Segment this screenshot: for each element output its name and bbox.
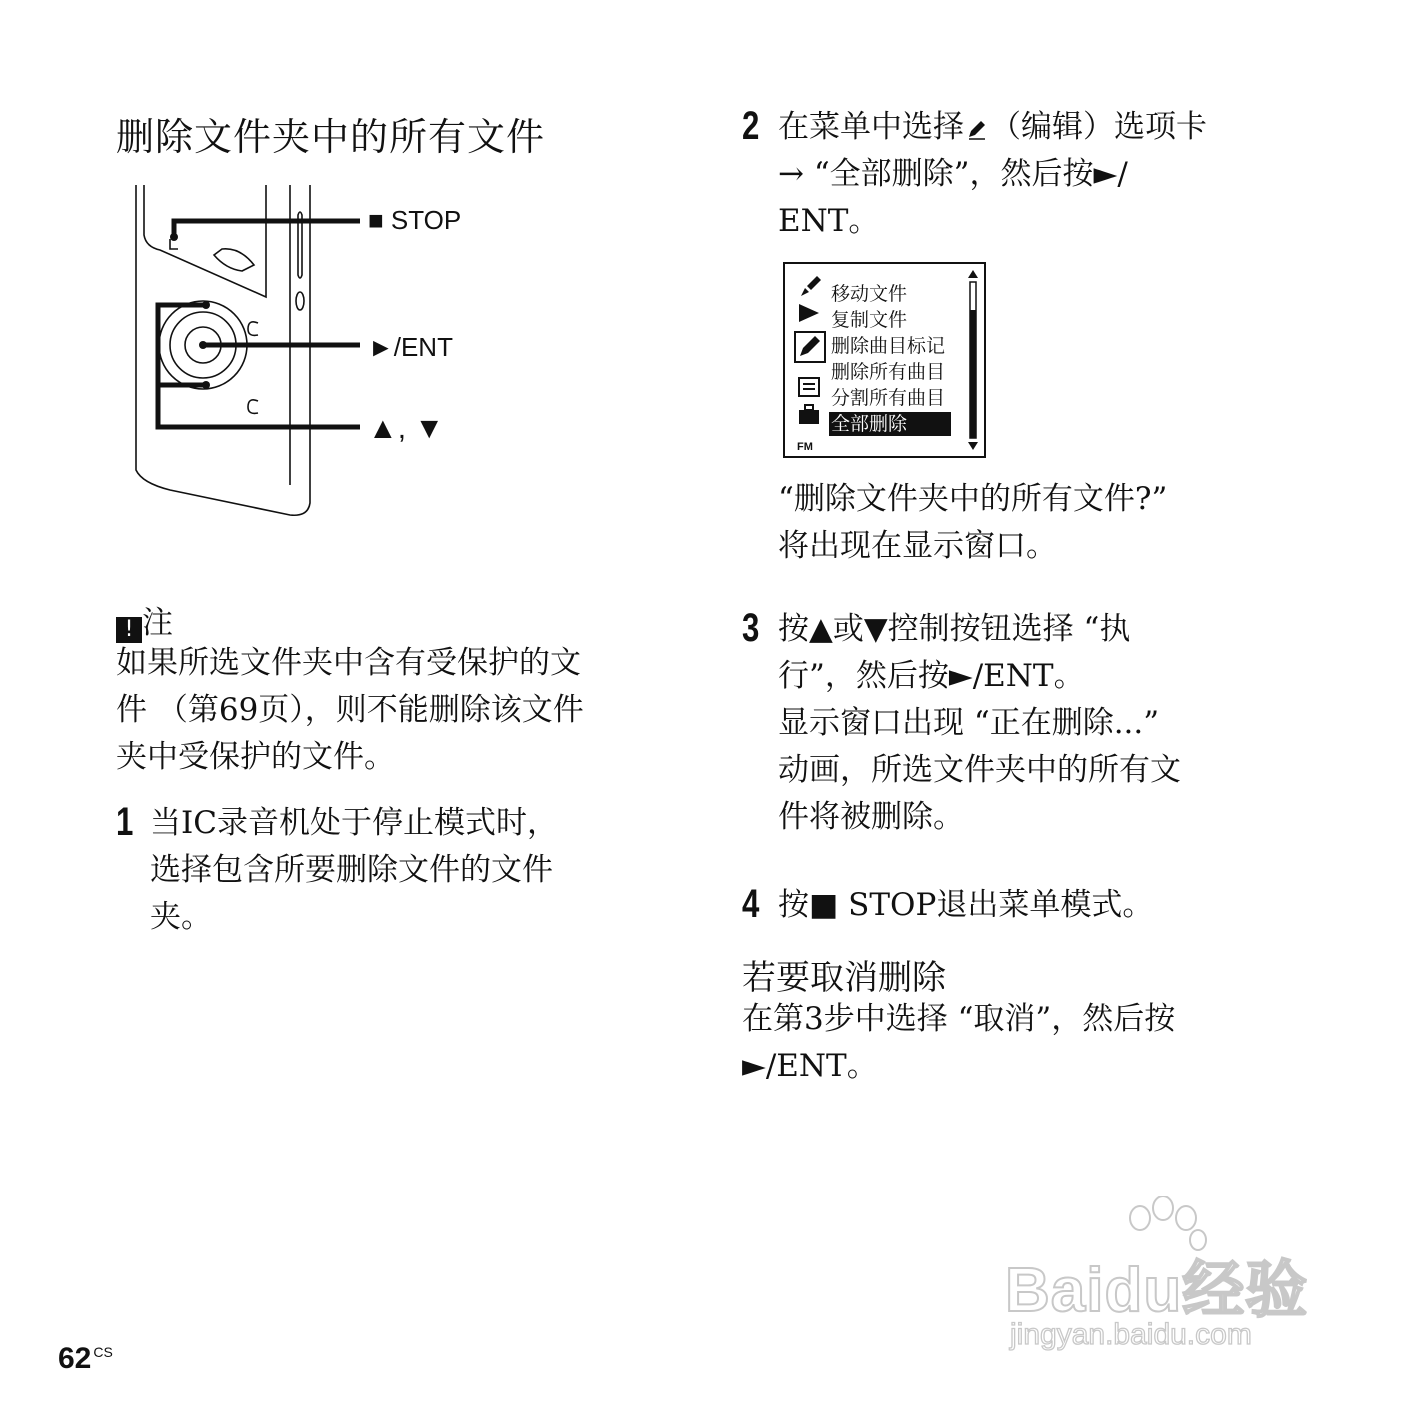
menu-scrollbar[interactable] (967, 270, 979, 450)
cancel-line: ►/ENT。 (742, 1048, 878, 1084)
menu-item[interactable]: 删除所有曲目 (831, 361, 946, 383)
play-icon (799, 304, 819, 322)
step-2-line-part: 在菜单中选择 (778, 109, 964, 145)
step-2-number: 2 (742, 104, 760, 148)
cancel-line: 在第3步中选择 “取消”，然后按 (742, 1001, 1176, 1037)
note-line: 如果所选文件夹中含有受保护的文 (116, 645, 581, 681)
menu-tab-icons (793, 270, 827, 460)
step-2-text (778, 104, 1207, 245)
menu-item[interactable]: 分割所有曲目 (831, 387, 946, 409)
page-title: 删除文件夹中的所有文件 (116, 115, 546, 159)
step-4-text (778, 882, 1153, 929)
step-4-line: 按■ STOP退出菜单模式。 (778, 887, 1154, 923)
step-4-number: 4 (742, 882, 760, 926)
step-3-line: 件将被删除。 (778, 799, 964, 835)
menu-screen (783, 262, 986, 458)
step-3-number: 3 (742, 606, 760, 650)
menu-item[interactable]: 移动文件 (831, 283, 908, 305)
note-icon: ! (116, 617, 142, 643)
step-2-line (778, 104, 1207, 151)
step-1-line: 选择包含所要删除文件的文件 (150, 852, 553, 888)
step-2-line: → “全部删除”，然后按►/ (778, 156, 1128, 192)
step-1-number: 1 (116, 800, 134, 844)
step-3-line: 动画，所选文件夹中的所有文 (778, 752, 1181, 788)
note-title: 注 (142, 605, 173, 641)
step-1-line: 当IC录音机处于停止模式时， (150, 805, 558, 841)
step-2-line-part: （编辑）选项卡 (990, 109, 1207, 145)
menu-item[interactable]: 复制文件 (831, 309, 908, 331)
stop-label: ■ STOP (368, 205, 462, 235)
page-number-suffix: CS (93, 1344, 113, 1360)
microphone-icon (801, 276, 821, 296)
step-3-line: 显示窗口出现 “正在删除...” (778, 705, 1160, 741)
step-3-text (778, 606, 1181, 841)
step-2-line: ENT。 (778, 203, 880, 239)
watermark-brand: Baidu经验 (1005, 1256, 1309, 1325)
menu-item-selected[interactable]: 全部删除 (829, 412, 951, 436)
menu-item[interactable]: 删除曲目标记 (831, 335, 946, 357)
step-2-result-line: 将出现在显示窗口。 (778, 528, 1057, 564)
note-heading (116, 597, 173, 643)
edit-pencil-icon (966, 118, 988, 140)
arrows-label: ▲, ▼ (368, 412, 445, 445)
page-number (58, 1342, 113, 1376)
step-3-line: 行”，然后按►/ENT。 (778, 658, 1085, 694)
toolbox-icon (799, 410, 819, 424)
step-3-line: 按▲或▼控制按钮选择 “执 (778, 611, 1131, 647)
display-icon (799, 378, 819, 396)
cancel-body (742, 996, 1322, 1090)
step-2-result (778, 476, 1167, 570)
note-line: 件 （第69页），则不能删除该文件 (116, 692, 584, 728)
step-1-line: 夹。 (150, 899, 212, 935)
step-2-result-line: “删除文件夹中的所有文件?” (778, 481, 1168, 517)
fm-icon: FM (797, 441, 813, 453)
note-body (116, 640, 676, 781)
cancel-heading: 若要取消删除 (742, 958, 946, 998)
step-1-text (150, 800, 558, 941)
note-line: 夹中受保护的文件。 (116, 739, 395, 775)
page-number-value: 62 (58, 1342, 92, 1375)
ent-label: ►/ENT (368, 332, 453, 362)
device-illustration (130, 185, 370, 525)
watermark-url: jingyan.baidu.com (1010, 1318, 1252, 1351)
